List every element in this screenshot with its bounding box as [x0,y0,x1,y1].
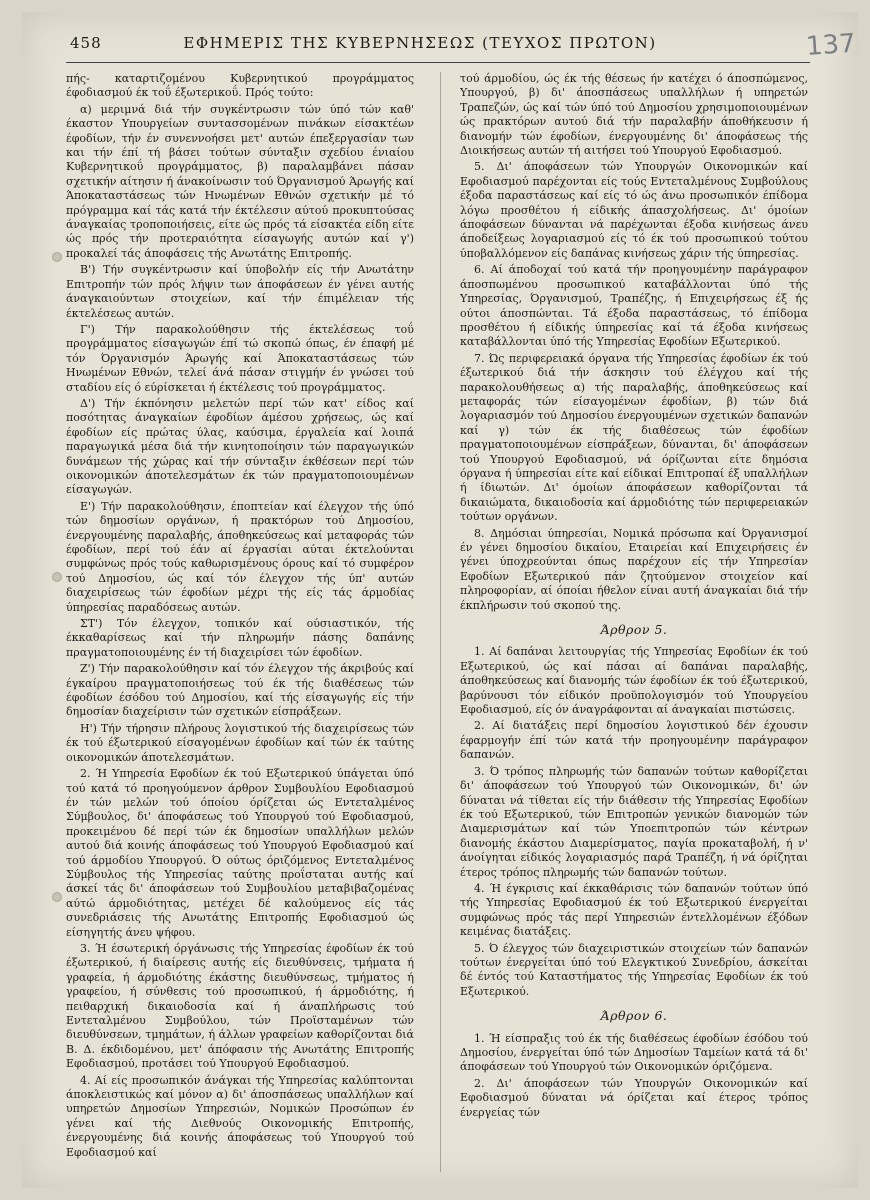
masthead-title: ΕΦΗΜΕΡΙΣ ΤΗΣ ΚΥΒΕΡΝΗΣΕΩΣ (ΤΕΥΧΟΣ ΠΡΩΤΟΝ) [183,34,657,52]
column-divider [440,72,441,1172]
page-number: 458 [70,34,102,52]
paragraph: 2. Ή Υπηρεσία Εφοδίων έκ τού Εξωτερικού ύπάγεται ύπό τού κατά τό προηγούμενον άρθρον Συμβουλίου Εφοδιασμού έν τών μελών τού όποίου όρίζεται ώς Εντεταλμένος Σύμβουλος, δι' άποφάσεως τού Υπουργού τού Εφοδιασμού, προκειμένου δέ περί τών έκ δημοσίων υπαλλήλων μελών αυτού διά κοινής άποφάσεως τού Υπουργού Εφοδιασμού καί τού άρμοδίου Υπουργού. Ό ούτως όριζόμενος Εντεταλμένος Σύμβουλος τής Υπηρεσίας ταύτης προΐσταται αυτής καί άσκεί τάς δι' άποφάσεων τού Συμβουλίου μεταβιβαζομένας αύτώ άρμοδιότητας, μετέχει δέ καλούμενος είς τάς συνεδριάσεις τής Ανωτάτης Επιτροπής Εφοδιασμού ώς είσηγητής άνευ ψήφου. [66,767,414,939]
right-column [460,72,808,1172]
paragraph: 5. Δι' άποφάσεων τών Υπουργών Οικονομικών καί Εφοδιασμού παρέχονται είς τούς Εντεταλμένους Συμβούλους έξοδα παραστάσεως καί είς τό ώς άνω προσωπικόν έπίδομα λόγω προσθέτου ή είδικής άπασχολήσεως. Δι' όμοίων άποφάσεων δύνανται νά παρέχωνται έξοδα κινήσεως άνευ άποδείξεως λογαριασμού είς τό έκ τού προσωπικού τούτου ύποβαλλόμενον είς δαπάνας κινήσεως χάριν τής ύπηρεσίας. [460,160,808,260]
header-rule [66,62,810,63]
binding-hole [52,252,62,262]
paragraph: Ζ') Τήν παρακολούθησιν καί τόν έλεγχον τής άκριβούς καί έγκαίρου πραγματοποιήσεως τού έκ τής διαθέσεως τών έφοδίων έσόδου τού Δημοσίου, καί τής είσαγωγής είς τήν δημοσίαν διαχείρισιν τών σχετικών είσπράξεων. [66,662,414,719]
left-column [66,72,414,1172]
paragraph: 2. Δι' άποφάσεων τών Υπουργών Οικονομικών καί Εφοδιασμού δύναται νά όρίζεται καί έτερος τρόπος ένεργείας τών [460,1076,808,1119]
paragraph: ΣΤ') Τόν έλεγχον, τοπικόν καί ούσιαστικόν, τής έκκαθαρίσεως καί τήν πληρωμήν πάσης δαπάνης πραγματοποιουμένης έν τή διαχειρίσει τών έφοδίων. [66,617,414,659]
article-5-heading: Άρθρον 5. [600,622,668,638]
paragraph: 3. Ή έσωτερική όργάνωσις τής Υπηρεσίας έφοδίων έκ τού έξωτερικού, ή διαίρεσις αυτής είς διευθύνσεις, τμήματα ή γραφεία, ή άρμοδιότης έκάστης διευθύνσεως, τμήματος ή γραφείου, ή σύνθεσις τού προσωπικού, ή άρμοδιότης, ή πειθαρχική δικαιοδοσία καί ή άναπλήρωσις τού Εντεταλμένου Συμβούλου, τών Προϊσταμένων τών διευθύνσεων, τμημάτων, ή άλλων γραφείων καθορίζονται διά Β. Δ. έκδιδομένου, μετ' άπόφασιν τής Ανωτάτης Επιτροπής Εφοδιασμού, προτάσει τού Υπουργού Εφοδιασμού. [66,941,414,1071]
binding-hole [52,572,62,582]
paragraph: α) μεριμνά διά τήν συγκέντρωσιν τών ύπό τών καθ' έκαστον Υπουργείων συντασσομένων πινάκων είσακτέων έφοδίων, τήν έν συνεννοήσει μετ' αυτών έπεξεργασίαν των και τήν έπί τή βάσει τούτων σύνταξιν σχεδίου ένιαίου Κυβερνητικοΰ προγράμματος, β) παραλαμβάνει πάσαν σχετικήν αίτησιν ή άνακοίνωσιν τού Όργανισμού Άρωγής καί Άποκαταστάσεως τών Ηνωμένων Εθνών σχετικήν μέ τό πρόγραμμα καί τάς κατά τήν έκτέλεσιν αύτού προκυπτούσας άναγκαίας τροποποιήσεις, είτε ώς πρός τά είσακτέα είδη είτε ώς πρός τήν προτεραιότητα είσαγωγής αυτών καί γ') προκαλεί τάς άποφάσεις τής Ανωτάτης Επιτροπής. [66,102,414,260]
article-6-heading: Άρθρον 6. [600,1008,668,1024]
paragraph: 2. Αί διατάξεις περί δημοσίου λογιστικού δέν έχουσιν έφαρμογήν έπί τών κατά τήν προηγουμένην παράγραφον δαπανών. [460,719,808,762]
paragraph: 1. Ή είσπραξις τού έκ τής διαθέσεως έφοδίων έσόδου τού Δημοσίου, ένεργείται ύπό τών Δημοσίων Ταμείων κατά τά δι' άποφάσεων τού Υπουργού τών Οικονομικών όριζόμενα. [460,1031,808,1074]
paragraph: 4. Ή έγκρισις καί έκκαθάρισις τών δαπανών τούτων ύπό τής Υπηρεσίας Εφοδιασμού έκ τού Εξωτερικού ένεργείται συμφώνως πρός τάς περί Υπηρεσιών έντελλομένων έξόδων κειμένας διατάξεις. [460,881,808,939]
handwritten-archive-number: 137 [805,28,857,62]
paragraph: 6. Αί άποδοχαί τού κατά τήν προηγουμένην παράγραφον άποσπωμένου προσωπικού καταβάλλονται ύπό τής Υπηρεσίας, Όργανισμού, Τραπέζης, ή Επιχειρήσεως έξ ής ούτοι άποσπώνται. Τά έξοδα παραστάσεως, τό έπίδομα προσθέτου ή είδικής ύπηρεσίας καί τά έξοδα κινήσεως καταβάλλονται ύπό τής Υπηρεσίας Εφοδίων Εξωτερικού. [460,263,808,349]
paragraph: 4. Αί είς προσωπικόν άνάγκαι τής Υπηρεσίας καλύπτονται άποκλειστικώς καί μόνον α) δι' άποσπάσεως υπαλλήλων καί υπηρετών Δημοσίων Υπηρεσιών, Νομικών Προσώπων έν γένει καί τής Διεθνούς Οικονομικής Επιτροπής, ένεργουμένης διά κοινής άποφάσεως τού Υπουργού τού Εφοδιασμού καί [66,1073,414,1159]
paragraph: 1. Αί δαπάναι λειτουργίας τής Υπηρεσίας Εφοδίων έκ τού Εξωτερικού, ώς καί πάσαι αί δαπάναι παραλαβής, άποθηκεύσεως καί διανομής τών έφοδίων έκ τού έξωτερικού, βαρύνουσι τόν είδικόν προϋπολογισμόν τού Υπουργείου Εφοδιασμού, είς όν άναγράφονται αί άναγκαίαι πιστώσεις. [460,645,808,717]
paragraph: Δ') Τήν έκπόνησιν μελετών περί τών κατ' είδος καί ποσότητας άναγκαίων έφοδίων άμέσου χρήσεως, ώς καί έφοδίων είς πρώτας ύλας, καύσιμα, έργαλεία καί λοιπά παραγωγικά μέσα διά τήν κινητοποίησιν τών παραγωγικών δυνάμεων τής χώρας καί τήν σύνταξιν έκθέσεων περί τών οικονομικών άποτελεσμάτων έκ τών πραγματοποιουμένων είσαγωγών. [66,396,414,497]
paragraph: 5. Ό έλεγχος τών διαχειριστικών στοιχείων τών δαπανών τούτων ένεργείται ύπό τού Ελεγκτικού Συνεδρίου, άσκείται δέ έντός τού Καταστήματος τής Υπηρεσίας Εφοδίων έκ τού Εξωτερικού. [460,941,808,998]
paragraph: Β') Τήν συγκέντρωσιν καί ύποβολήν είς τήν Ανωτάτην Επιτροπήν τών πρός λήψιν των άποφάσεων έν γένει αυτής άναγκαιούντων στοιχείων, καί τήν έπιμέλειαν τής έκτελέσεως αυτών. [66,263,414,320]
paragraph: 3. Ό τρόπος πληρωμής τών δαπανών τούτων καθορίζεται δι' άποφάσεων τού Υπουργού τών Οικονομικών, δι' ών δύναται νά τίθεται είς τήν διάθεσιν τής Υπηρεσίας Εφοδίων έκ τού Εξωτερικού, τών Επιτροπών γενικών διανομών τών Διαμερισμάτων καί τών Υποεπιτροπών τών κέντρων διανομής έκάστου Διαμερίσματος, παγία προκαταβολή, ή ν' άνοίγηται είδικός λογαριασμός παρά Τραπέζη, ή νά όρίζηται έτερος τρόπος πληρωμής τών δαπανών τούτων. [460,764,808,879]
paragraph: Ε') Τήν παρακολούθησιν, έποπτείαν καί έλεγχον τής ύπό τών δημοσίων οργάνων, ή πρακτόρων τού Δημοσίου, ένεργουμένης παραλαβής, άποθηκεύσεως καί μεταφοράς τών έφοδίων, περί τού έάν αί έργασίαι αύται έκτελούνται συμφώνως πρός τούς καθωρισμένους όρους καί τό συμφέρον τού Δημοσίου, ώς καί τόν έλεγχον τής ύπ' αυτών διαχειρίσεως τών έφοδίων μέχρι τής είς τάς άρμοδίας ύπηρεσίας παραδόσεως αυτών. [66,499,414,614]
paragraph: πής- καταρτιζομένου Κυβερνητικού προγράμματος έφοδιασμού έκ τοΰ έξωτερικοΰ. Πρός τούτο: [66,72,414,100]
paragraph: Γ') Τήν παρακολούθησιν τής έκτελέσεως τοΰ προγράμματος είσαγωγών έπί τώ σκοπώ όπως, έν έπαφή μέ τόν Όργανισμόν Άρωγής καί Άποκαταστάσεως τών Ηνωμένων Εθνών, τελεί άνά πάσαν στιγμήν έν γνώσει τού σταδίου είς ό εύρίσκεται ή έκτέλεσις τού προγράμματος. [66,322,414,394]
binding-hole [52,892,62,902]
paragraph: Η') Τήν τήρησιν πλήρους λογιστικού τής διαχειρίσεως τών έκ τού έξωτερικού είσαγομένων έφοδίων καί τών έκ ταύτης οικονομικών άποτελεσμάτων. [66,721,414,764]
paragraph: 7. Ώς περιφερειακά όργανα τής Υπηρεσίας έφοδίων έκ τού έξωτερικού διά τήν άσκησιν τού έλέγχου καί τής παρακολουθήσεως α) τής παραλαβής, άποθηκεύσεως καί μεταφοράς τών είσαγομένων έφοδίων, β) τών διά λογαριασμόν τού Δημοσίου ένεργουμένων σχετικών δαπανών καί γ) τών έκ τής διαθέσεως τών έφοδίων πραγματοποιουμένων είσπράξεων, δύνανται, δι' άποφάσεων τού Υπουργού Εφοδιασμού, νά όρίζωνται είτε δημόσια όργανα ή ύπηρεσίαι είτε καί είδικαί Επιτροπαί έξ υπαλλήλων ή ίδιωτών. Δι' όμοίων άποφάσεων καθορίζονται τά δικαιώματα, δικαιοδοσία καί άρμοδιότης τών περιφερειακών τούτων οργάνων. [460,351,808,524]
paragraph: 8. Δημόσιαι ύπηρεσίαι, Νομικά πρόσωπα καί Όργανισμοί έν γένει δημοσίου δικαίου, Εταιρείαι καί Επιχειρήσεις έν γένει ύποχρεούνται όπως παρέχουν είς τήν Υπηρεσίαν Εφοδίων Εξωτερικού πάν ζητούμενον στοιχείον καί πληροφορίαν, αί όποίαι ήθελον είναι αυτή άναγκαίαι διά τήν έκπλήρωσιν τού σκοπού της. [460,526,808,612]
paragraph: τού άρμοδίου, ώς έκ τής θέσεως ήν κατέχει ό άποσπώμενος, Υπουργού, β) δι' άποσπάσεως υπαλλήλων ή υπηρετών Τραπεζών, ώς καί τών ύπό τού Δημοσίου χρησιμοποιουμένων ώς πρακτόρων αυτού διά τήν παραλαβήν άποθήκευσιν ή διανομήν τών έφοδίων, ένεργουμένης δι' άποφάσεως τής Διοικήσεως αυτών τή αιτήσει τού Υπουργού Εφοδιασμού. [460,72,808,158]
